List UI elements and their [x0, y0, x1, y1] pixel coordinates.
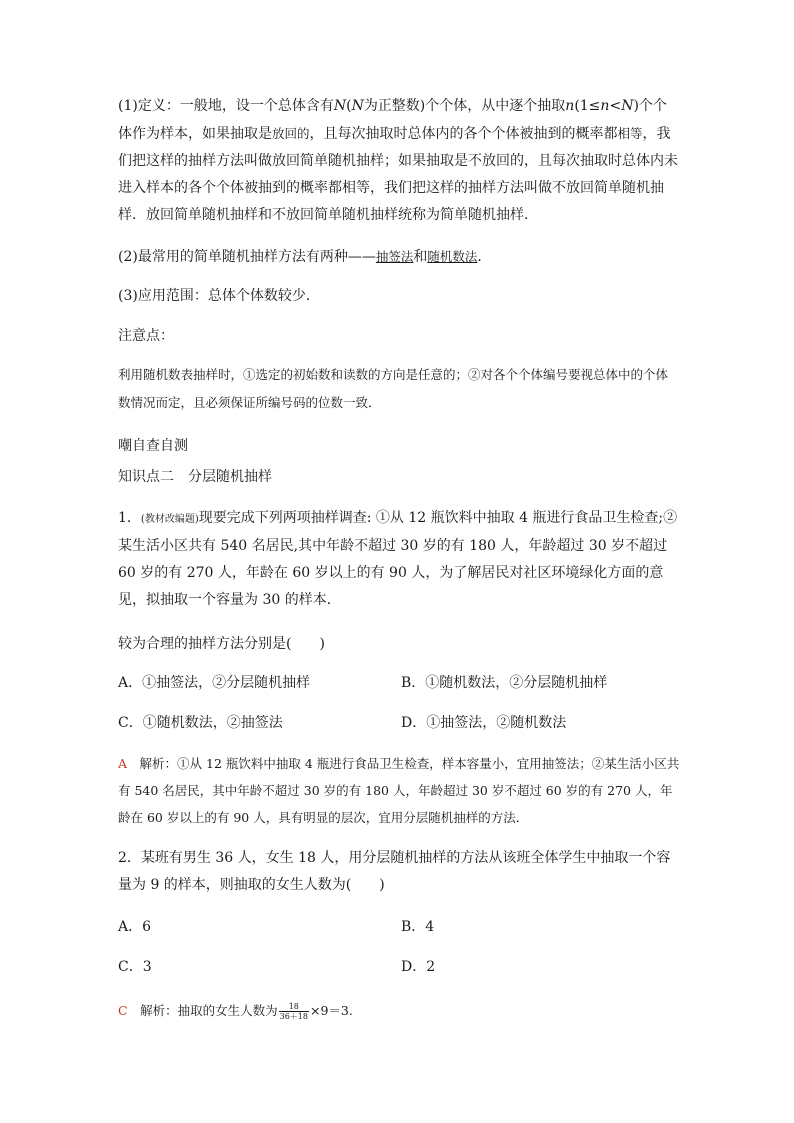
text: )个个体作为样本，如果抽取是	[118, 98, 667, 142]
text: (1)定义：一般地，设一个总体含有	[118, 98, 334, 114]
q1-option-b[interactable]: B．①随机数法，②分层随机抽样	[401, 675, 608, 691]
text: (	[346, 98, 352, 114]
q2-analysis	[118, 997, 680, 1024]
text: ．	[477, 249, 492, 265]
section-heading: 知识点二 分层随机抽样	[118, 469, 272, 485]
q2-analysis-text: 解析：抽取的女生人数为	[140, 1003, 278, 1018]
question-1-prompt: 较为合理的抽样方法分别是( )	[118, 636, 325, 652]
var-n: n	[565, 98, 575, 114]
q2-option-c[interactable]: C．3	[118, 959, 152, 975]
var-N: N	[351, 98, 364, 114]
note-title: 注意点：	[118, 328, 174, 344]
text: ，我们把这样的抽样方法叫做放回简单随机抽样；如果抽取是不放回的，且每次抽取时总体内未进入样本的各个个体被抽到的概率都相等，我们把这样的抽样方法叫做不放回简单随机抽样．放回简单随机抽样和不放回简单随机抽样统称为简单随机抽样．	[118, 126, 678, 223]
var-N: N	[333, 98, 347, 114]
fraction-numerator: 18	[279, 1002, 309, 1012]
definition-paragraph	[118, 93, 680, 229]
question-number: 1．	[118, 510, 141, 526]
text: (1≤	[574, 98, 601, 114]
question-number: 2．	[118, 850, 141, 866]
question-text: 某班有男生 36 人，女生 18 人，用分层随机抽样的方法从该班全体学生中抽取一个容量为 9 的样本，则抽取的女生人数为( )	[118, 850, 671, 893]
fraction-denominator: 36＋18	[279, 1012, 308, 1021]
emphasis-xiangdeng: 相等	[617, 126, 643, 141]
method-lottery: 抽签法	[375, 249, 414, 264]
text: 为正整数)个个体，从中逐个抽取	[363, 98, 566, 114]
question-text: 现要完成下列两项抽样调查: ①从 12 瓶饮料中抽取 4 瓶进行食品卫生检查;②某生活小区共有 540 名居民,其中年龄不超过 30 岁的有 180 人，年龄超过 30 岁不超过 60 岁的有 270 人，年龄在 60 岁以上的有 90 人，为了解居民对社区环境绿化方面的意见，拟抽取一个容量为 30 的样本．	[118, 510, 678, 608]
q1-option-a[interactable]: A．①抽签法，②分层随机抽样	[118, 675, 311, 691]
text: <	[609, 98, 622, 114]
q1-analysis-text: 解析：①从 12 瓶饮料中抽取 4 瓶进行食品卫生检查，样本容量小，宜用抽签法；②某生活小区共有 540 名居民，其中年龄不超过 30 岁的有 180 人，年龄超过 30 岁不超过 60 岁的有 270 人，年龄在 60 岁以上的有 90 人，具有明显的层次，宜用分层随机抽样的方法．	[118, 756, 680, 825]
question-1	[118, 505, 680, 614]
text: (2)最常用的简单随机抽样方法有两种——	[118, 249, 376, 265]
note-text: 利用随机数表抽样时，①选定的初始数和读数的方向是任意的；②对各个个体编号要视总体中的个体数情况而定，且必须保证所编号码的位数一致．	[118, 367, 669, 410]
question-2	[118, 845, 680, 899]
self-check-heading: 嘲自查自测	[118, 438, 188, 454]
emphasis-fanghuide: 放回的	[272, 126, 310, 141]
q1-analysis	[118, 750, 680, 831]
q2-option-a[interactable]: A．6	[118, 919, 152, 935]
var-N: N	[621, 98, 634, 114]
fraction	[279, 1002, 309, 1021]
q2-answer: C	[118, 1003, 128, 1018]
q1-option-d[interactable]: D．①抽签法，②随机数法	[401, 715, 567, 731]
scope-paragraph: (3)应用范围：总体个体数较少．	[118, 288, 320, 304]
var-n: n	[600, 98, 610, 114]
q2-option-d[interactable]: D．2	[401, 959, 436, 975]
methods-paragraph	[118, 243, 680, 271]
method-random-number: 随机数法	[427, 249, 478, 264]
text: ，且每次抽取时总体内的各个个体被抽到的概率都	[309, 126, 618, 142]
q2-analysis-result: ×9＝3.	[309, 1003, 353, 1018]
q2-option-b[interactable]: B．4	[401, 919, 435, 935]
q1-answer: A	[118, 756, 128, 771]
q1-option-c[interactable]: C．①随机数法，②抽签法	[118, 715, 283, 731]
question-tag: (教材改编题)	[140, 514, 199, 525]
text: 和	[413, 249, 428, 265]
